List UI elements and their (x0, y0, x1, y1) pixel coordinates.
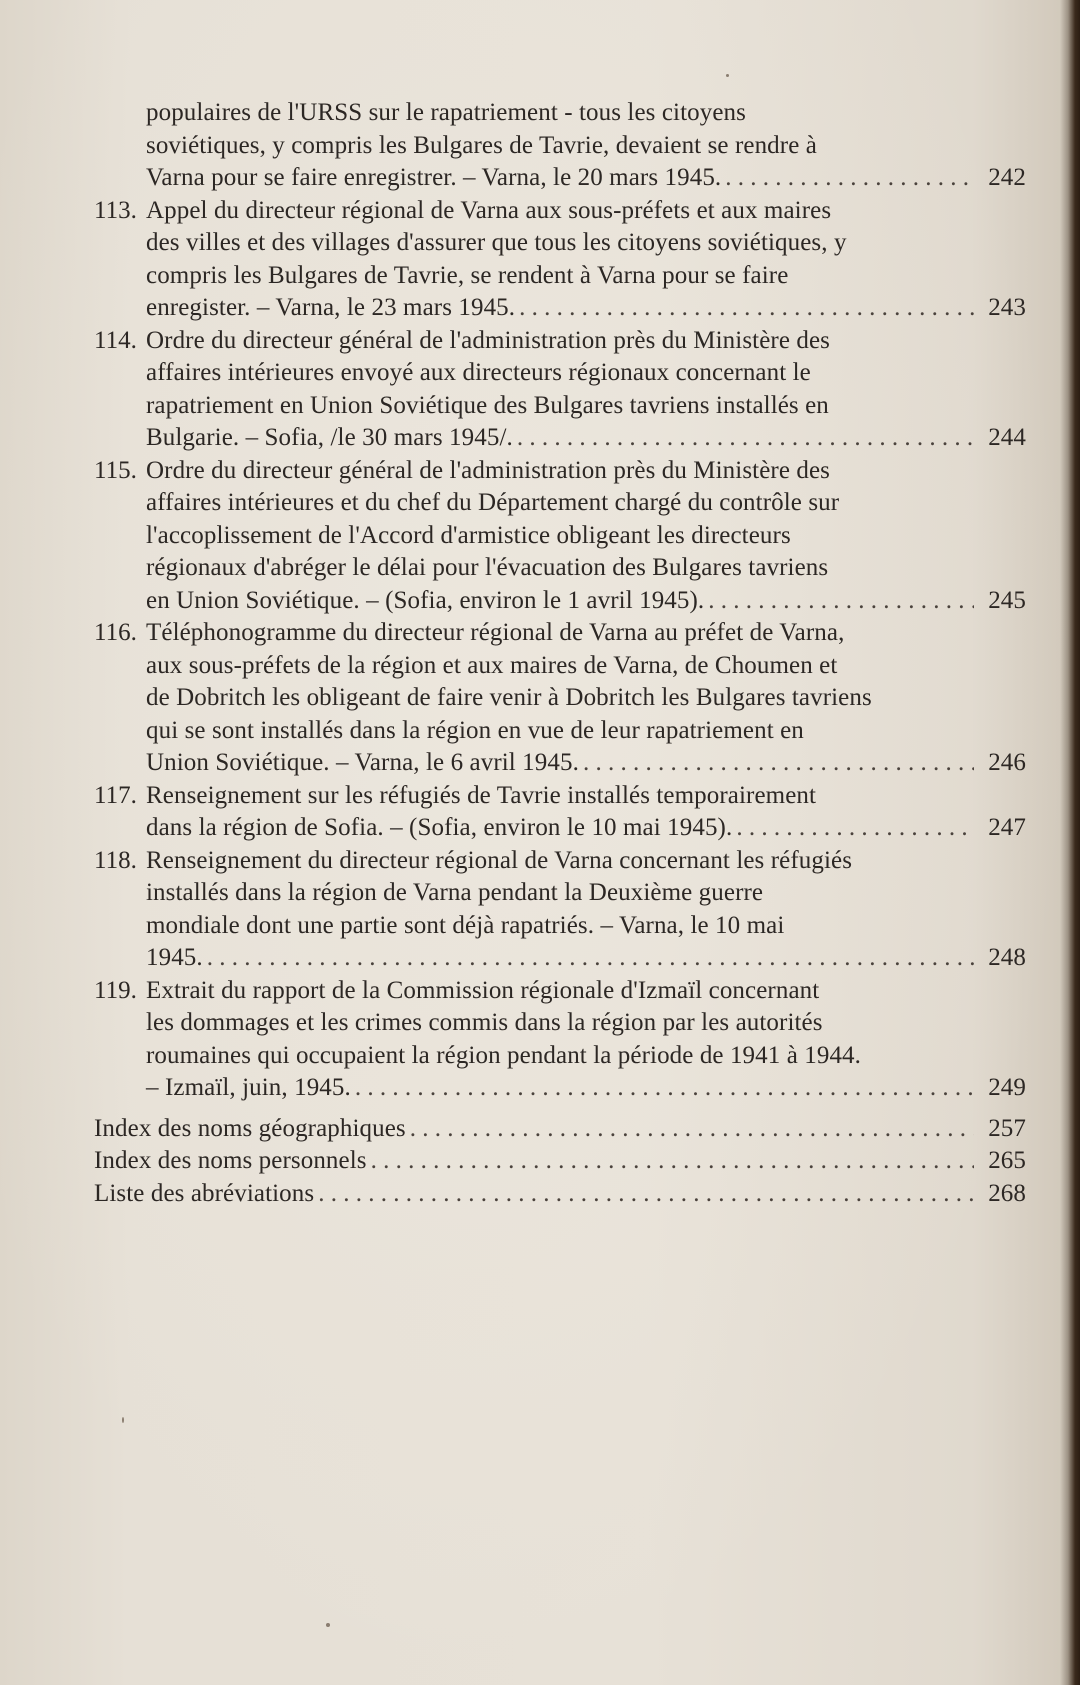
entry-line: Renseignement du directeur régional de Varna concernant les réfugiés (146, 846, 853, 874)
entry-last-line (146, 162, 1026, 195)
toc-entry-113 (94, 195, 1026, 325)
dot-leader (318, 1178, 974, 1211)
dot-leader (519, 292, 974, 325)
entry-line: installés dans la région de Varna pendant la Deuxième guerre (146, 879, 764, 906)
page-number: 246 (988, 749, 1026, 776)
entry-last-line (146, 942, 1026, 975)
entry-line: de Dobritch les obligeant de faire venir à Dobritch les Bulgares tavriens (146, 684, 872, 711)
entry-line: Bulgarie. – Sofia, /le 30 mars 1945/. (146, 424, 513, 451)
entry-line: Renseignement sur les réfugiés de Tavrie installés temporairement (146, 781, 817, 809)
entry-line: aux sous-préfets de la région et aux maires de Varna, de Choumen et (146, 651, 838, 679)
entry-line: Ordre du directeur général de l'administration près du Ministère des (146, 326, 830, 354)
entry-line: en Union Soviétique. – (Sofia, environ le 1 avril 1945). (146, 586, 705, 614)
entry-line: des villes et des villages d'assurer que tous les citoyens soviétiques, y (146, 229, 847, 256)
entry-last-line (146, 812, 1026, 845)
page-number: 249 (988, 1074, 1026, 1101)
toc-entry-116 (94, 617, 1026, 780)
entry-last-line (146, 1072, 1026, 1105)
entry-number: 113. (94, 196, 137, 224)
dot-leader (517, 422, 974, 455)
page-number: 245 (988, 586, 1026, 614)
entry-line: les dommages et les crimes commis dans la région par les autorités (146, 1009, 823, 1036)
index-line (94, 1145, 1026, 1178)
entry-line: compris les Bulgares de Tavrie, se rendent à Varna pour se faire (146, 261, 789, 289)
entry-line: Extrait du rapport de la Commission régionale d'Izmaïl concernant (146, 976, 820, 1004)
entry-number: 118. (94, 846, 137, 874)
toc-entry-119 (94, 975, 1026, 1105)
toc-entry-115 (94, 455, 1026, 618)
page-number: 243 (988, 294, 1026, 321)
entry-line: Union Soviétique. – Varna, le 6 avril 1945. (146, 749, 579, 776)
index-label: Liste des abréviations (94, 1179, 315, 1207)
entry-last-line (146, 422, 1026, 455)
entry-line: mondiale dont une partie sont déjà rapatriés. – Varna, le 10 mai (146, 911, 785, 939)
entry-line: affaires intérieures envoyé aux directeurs régionaux concernant le (146, 359, 811, 386)
entry-line: 1945. (146, 944, 203, 971)
page-number: 265 (988, 1147, 1026, 1174)
toc-entry-114 (94, 325, 1026, 455)
entry-line: qui se sont installés dans la région en vue de leur rapatriement en (146, 716, 804, 744)
toc-entry-continuation (94, 97, 1026, 195)
entry-number: 117. (94, 781, 137, 809)
entry-line: roumaines qui occupaient la région pendant la période de 1941 à 1944. (146, 1041, 862, 1069)
entry-line: l'accoplissement de l'Accord d'armistice obligeant les directeurs (146, 521, 791, 549)
page-number: 247 (988, 814, 1026, 841)
dot-leader (371, 1145, 974, 1178)
toc-index-geographic (94, 1113, 1026, 1146)
index-line (94, 1178, 1026, 1211)
entry-line: dans la région de Sofia. – (Sofia, environ le 10 mai 1945). (146, 814, 733, 841)
paper-speck (326, 1623, 330, 1627)
section-gap (94, 1105, 1026, 1113)
dot-leader (355, 1072, 974, 1105)
dot-leader (708, 585, 974, 618)
index-label: Index des noms géographiques (94, 1114, 406, 1142)
toc-index-personal (94, 1145, 1026, 1178)
dot-leader (725, 162, 974, 195)
toc-abbreviations (94, 1178, 1026, 1211)
entry-line: enregister. – Varna, le 23 mars 1945. (146, 294, 516, 321)
page-number: 248 (988, 944, 1026, 971)
dot-leader (207, 942, 974, 975)
page-number: 268 (988, 1179, 1026, 1207)
toc-entry-117 (94, 780, 1026, 845)
entry-last-line (146, 292, 1026, 325)
dot-leader (736, 812, 974, 845)
entry-line: Téléphonogramme du directeur régional de Varna au préfet de Varna, (146, 619, 845, 646)
entry-line: populaires de l'URSS sur le rapatriement - tous les citoyens (146, 99, 746, 126)
entry-line: régionaux d'abréger le délai pour l'évacuation des Bulgares tavriens (146, 554, 829, 581)
entry-number: 114. (94, 326, 137, 354)
entry-number: 116. (94, 619, 137, 646)
paper-speck (122, 1417, 124, 1423)
toc-entry-118 (94, 845, 1026, 975)
entry-line: affaires intérieures et du chef du Département chargé du contrôle sur (146, 489, 840, 516)
page-number: 257 (988, 1114, 1026, 1142)
page-edge-shadow (1060, 0, 1080, 1685)
entry-line: rapatriement en Union Soviétique des Bulgares tavriens installés en (146, 391, 829, 419)
index-label: Index des noms personnels (94, 1147, 367, 1174)
table-of-contents (94, 97, 1026, 1210)
paper-speck (726, 74, 729, 77)
dot-leader (583, 747, 974, 780)
dot-leader (410, 1113, 974, 1146)
entry-number: 115. (94, 456, 137, 484)
entry-line: Ordre du directeur général de l'administration près du Ministère des (146, 456, 830, 484)
page-number: 242 (988, 164, 1026, 191)
entry-line: Varna pour se faire enregistrer. – Varna, le 20 mars 1945. (146, 164, 722, 191)
entry-line: soviétiques, y compris les Bulgares de Tavrie, devaient se rendre à (146, 131, 817, 159)
index-line (94, 1113, 1026, 1146)
entry-line: Appel du directeur régional de Varna aux sous-préfets et aux maires (146, 196, 832, 224)
entry-last-line (146, 747, 1026, 780)
entry-line: – Izmaïl, juin, 1945. (146, 1074, 351, 1101)
entry-number: 119. (94, 976, 137, 1004)
entry-last-line (146, 585, 1026, 618)
page-number: 244 (988, 424, 1026, 451)
